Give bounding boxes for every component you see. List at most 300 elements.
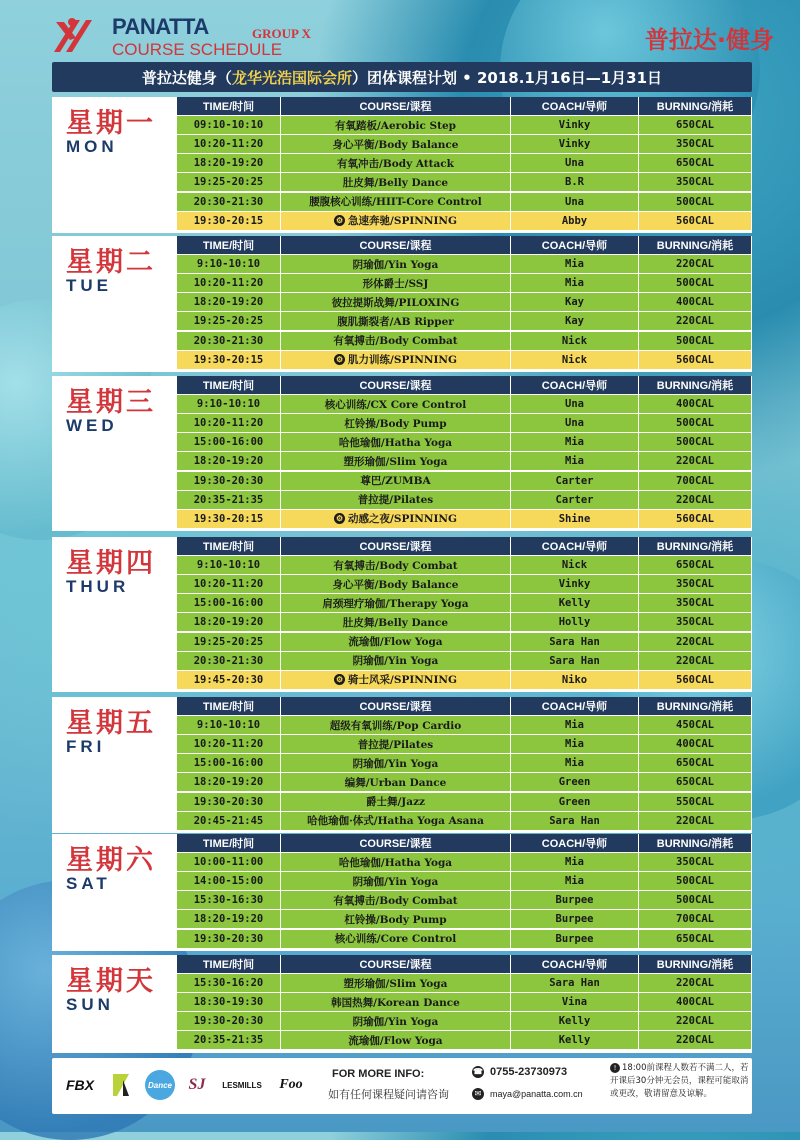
day-block-tue xyxy=(52,236,752,372)
column-header-course: COURSE/课程 xyxy=(281,537,511,556)
course-name: 核心训练/CX Core Control xyxy=(324,398,467,411)
course-name: 阴瑜伽/Yin Yoga xyxy=(352,875,439,888)
sj-logo: SJ xyxy=(188,1076,206,1093)
dance-logo: Dance xyxy=(144,1070,176,1100)
cell-coach: Una xyxy=(511,414,639,433)
cell-course xyxy=(281,1031,511,1050)
column-header-coach: COACH/导师 xyxy=(511,955,639,974)
cell-burning: 650CAL xyxy=(639,754,752,773)
day-block-mon xyxy=(52,97,752,233)
cell-coach: Abby xyxy=(511,212,639,231)
cell-course xyxy=(281,351,511,370)
course-name: 动感之夜/SPINNING xyxy=(348,513,457,526)
cell-time: 19:30-20:15 xyxy=(177,212,281,231)
cell-time: 10:00-11:00 xyxy=(177,853,281,872)
cell-course xyxy=(281,613,511,632)
cell-time: 20:30-21:30 xyxy=(177,652,281,671)
cell-burning: 220CAL xyxy=(639,452,752,471)
table-row xyxy=(177,735,752,754)
cell-course xyxy=(281,974,511,993)
cell-course xyxy=(281,135,511,154)
spinning-row xyxy=(177,671,752,690)
course-name: 阴瑜伽/Yin Yoga xyxy=(352,1015,439,1028)
cell-burning: 350CAL xyxy=(639,135,752,154)
cell-coach: Shine xyxy=(511,510,639,529)
column-header-course: COURSE/课程 xyxy=(281,834,511,853)
cell-time: 20:30-21:30 xyxy=(177,193,281,212)
table-row xyxy=(177,1031,752,1050)
cell-coach: Burpee xyxy=(511,930,639,949)
cell-coach: B.R xyxy=(511,173,639,192)
day-name-cn: 星期五 xyxy=(66,708,156,739)
column-header-coach: COACH/导师 xyxy=(511,236,639,255)
course-name: 有氧搏击/Body Combat xyxy=(333,894,458,907)
header xyxy=(0,0,800,64)
cell-coach: Mia xyxy=(511,872,639,891)
phone-number: 0755-23730973 xyxy=(490,1066,568,1078)
phone-contact[interactable] xyxy=(472,1066,567,1078)
cell-time: 20:35-21:35 xyxy=(177,491,281,510)
cell-burning: 400CAL xyxy=(639,993,752,1012)
cell-coach: Kelly xyxy=(511,1031,639,1050)
cell-course xyxy=(281,652,511,671)
day-name-en: TUE xyxy=(66,276,112,295)
cell-time: 19:30-20:30 xyxy=(177,793,281,812)
cell-time: 18:20-19:20 xyxy=(177,910,281,929)
table-row xyxy=(177,154,752,173)
course-name: 阴瑜伽/Yin Yoga xyxy=(352,655,439,668)
cell-burning: 500CAL xyxy=(639,274,752,293)
course-name: 形体爵士/SSJ xyxy=(362,277,429,290)
cell-coach: Nick xyxy=(511,332,639,351)
course-name: 塑形瑜伽/Slim Yoga xyxy=(343,977,448,990)
table-row xyxy=(177,716,752,735)
day-name-en: SAT xyxy=(66,874,111,893)
cell-time: 15:30-16:30 xyxy=(177,891,281,910)
cell-coach: Carter xyxy=(511,472,639,491)
cell-time: 18:20-19:20 xyxy=(177,452,281,471)
cell-course xyxy=(281,793,511,812)
cell-course xyxy=(281,910,511,929)
table-row xyxy=(177,930,752,949)
cell-course xyxy=(281,255,511,274)
column-header-course: COURSE/课程 xyxy=(281,236,511,255)
cell-course xyxy=(281,452,511,471)
table-header-row xyxy=(177,834,752,853)
cell-burning: 700CAL xyxy=(639,910,752,929)
course-name: 普拉提/Pilates xyxy=(357,494,434,507)
cell-burning: 350CAL xyxy=(639,853,752,872)
cell-burning: 220CAL xyxy=(639,1012,752,1031)
column-header-burning: BURNING/消耗 xyxy=(639,955,752,974)
column-header-burning: BURNING/消耗 xyxy=(639,834,752,853)
day-block-sat xyxy=(52,834,752,951)
cell-time: 19:30-20:15 xyxy=(177,351,281,370)
cell-time: 19:45-20:30 xyxy=(177,671,281,690)
table-row xyxy=(177,293,752,312)
table-row xyxy=(177,812,752,831)
cell-burning: 650CAL xyxy=(639,930,752,949)
column-header-burning: BURNING/消耗 xyxy=(639,697,752,716)
table-row xyxy=(177,613,752,632)
cell-burning: 650CAL xyxy=(639,154,752,173)
cell-coach: Kelly xyxy=(511,594,639,613)
panatta-logo-icon xyxy=(50,14,96,56)
column-header-time: TIME/时间 xyxy=(177,97,281,116)
day-name-en: WED xyxy=(66,416,118,435)
course-name: 流瑜伽/Flow Yoga xyxy=(348,636,443,649)
cell-course xyxy=(281,116,511,135)
cell-course xyxy=(281,716,511,735)
table-header-row xyxy=(177,376,752,395)
day-block-thur xyxy=(52,537,752,692)
cell-course xyxy=(281,633,511,652)
course-name: 哈他瑜伽/Hatha Yoga xyxy=(338,856,453,869)
cell-course xyxy=(281,154,511,173)
cell-coach: Burpee xyxy=(511,891,639,910)
cell-coach: Green xyxy=(511,793,639,812)
course-name: 身心平衡/Body Balance xyxy=(332,578,459,591)
course-name: 爵士舞/Jazz xyxy=(365,796,426,809)
table-row xyxy=(177,135,752,154)
table-row xyxy=(177,312,752,331)
cell-time: 19:30-20:30 xyxy=(177,1012,281,1031)
table-row xyxy=(177,173,752,192)
zumba-logo xyxy=(108,1070,134,1100)
table-row xyxy=(177,974,752,993)
cell-burning: 500CAL xyxy=(639,433,752,452)
cell-burning: 400CAL xyxy=(639,293,752,312)
foo-logo: Foo xyxy=(279,1077,303,1092)
cell-coach: Sara Han xyxy=(511,812,639,831)
table-row xyxy=(177,773,752,792)
cell-burning: 220CAL xyxy=(639,255,752,274)
course-name: 阴瑜伽/Yin Yoga xyxy=(352,757,439,770)
cell-course xyxy=(281,293,511,312)
cell-burning: 350CAL xyxy=(639,594,752,613)
column-header-time: TIME/时间 xyxy=(177,834,281,853)
column-header-burning: BURNING/消耗 xyxy=(639,537,752,556)
course-name: 杠铃操/Body Pump xyxy=(344,417,447,430)
cell-burning: 560CAL xyxy=(639,212,752,231)
course-name: 哈他瑜伽·体式/Hatha Yoga Asana xyxy=(307,815,484,828)
cell-burning: 350CAL xyxy=(639,613,752,632)
course-name: 核心训练/Core Control xyxy=(334,933,457,946)
course-name: 肩颈理疗瑜伽/Therapy Yoga xyxy=(322,597,469,610)
cell-coach: Sara Han xyxy=(511,652,639,671)
cell-course xyxy=(281,332,511,351)
cell-course xyxy=(281,556,511,575)
cell-burning: 560CAL xyxy=(639,510,752,529)
cell-course xyxy=(281,433,511,452)
cell-time: 9:10-10:10 xyxy=(177,556,281,575)
footer xyxy=(52,1058,752,1114)
course-name: 超级有氧训练/Pop Cardio xyxy=(329,719,462,732)
cell-burning: 560CAL xyxy=(639,671,752,690)
table-row xyxy=(177,652,752,671)
cell-course xyxy=(281,872,511,891)
cell-course xyxy=(281,754,511,773)
cell-burning: 700CAL xyxy=(639,472,752,491)
course-name: 塑形瑜伽/Slim Yoga xyxy=(343,455,448,468)
cell-burning: 650CAL xyxy=(639,773,752,792)
cell-time: 10:20-11:20 xyxy=(177,735,281,754)
group-x-label: GROUP X xyxy=(252,26,311,41)
column-header-burning: BURNING/消耗 xyxy=(639,236,752,255)
cell-burning: 560CAL xyxy=(639,351,752,370)
cell-course xyxy=(281,312,511,331)
cell-coach: Kelly xyxy=(511,1012,639,1031)
cell-time: 20:35-21:35 xyxy=(177,1031,281,1050)
course-schedule-label: COURSE SCHEDULE xyxy=(112,40,283,59)
column-header-time: TIME/时间 xyxy=(177,697,281,716)
table-header-row xyxy=(177,97,752,116)
spinning-row xyxy=(177,351,752,370)
cell-time: 15:00-16:00 xyxy=(177,594,281,613)
cell-course xyxy=(281,212,511,231)
column-header-course: COURSE/课程 xyxy=(281,955,511,974)
column-header-time: TIME/时间 xyxy=(177,376,281,395)
column-header-course: COURSE/课程 xyxy=(281,697,511,716)
table-row xyxy=(177,332,752,351)
notice xyxy=(610,1062,750,1101)
cell-coach: Carter xyxy=(511,491,639,510)
cell-time: 18:20-19:20 xyxy=(177,293,281,312)
cell-time: 20:45-21:45 xyxy=(177,812,281,831)
cell-coach: Mia xyxy=(511,754,639,773)
cycling-icon: ⚙ xyxy=(335,215,344,226)
spinning-row xyxy=(177,510,752,529)
table-row xyxy=(177,472,752,491)
course-name: 彼拉提斯战舞/PILOXING xyxy=(331,296,460,309)
column-header-coach: COACH/导师 xyxy=(511,537,639,556)
course-name: 身心平衡/Body Balance xyxy=(332,138,459,151)
course-name: 普拉提/Pilates xyxy=(357,738,434,751)
cell-coach: Vinky xyxy=(511,116,639,135)
cell-coach: Vinky xyxy=(511,575,639,594)
table-row xyxy=(177,910,752,929)
day-name-cn: 星期六 xyxy=(66,845,156,876)
table-header-row xyxy=(177,697,752,716)
mail-icon: ✉ xyxy=(472,1088,484,1100)
cell-time: 19:25-20:25 xyxy=(177,312,281,331)
cell-time: 10:20-11:20 xyxy=(177,274,281,293)
course-name: 肚皮舞/Belly Dance xyxy=(342,176,449,189)
cell-burning: 220CAL xyxy=(639,652,752,671)
day-name-cn: 星期天 xyxy=(66,966,156,997)
cell-coach: Una xyxy=(511,193,639,212)
course-name: 有氧搏击/Body Combat xyxy=(333,559,458,572)
table-row xyxy=(177,556,752,575)
table-row xyxy=(177,193,752,212)
cell-coach: Mia xyxy=(511,274,639,293)
table-row xyxy=(177,633,752,652)
course-name: 编舞/Urban Dance xyxy=(344,776,447,789)
more-info-title: FOR MORE INFO: xyxy=(332,1068,425,1080)
cell-time: 18:20-19:20 xyxy=(177,773,281,792)
cell-burning: 500CAL xyxy=(639,891,752,910)
table-row xyxy=(177,274,752,293)
table-row xyxy=(177,1012,752,1031)
cell-burning: 220CAL xyxy=(639,812,752,831)
table-row xyxy=(177,414,752,433)
cell-time: 9:10-10:10 xyxy=(177,255,281,274)
course-name: 肚皮舞/Belly Dance xyxy=(342,616,449,629)
day-block-fri xyxy=(52,697,752,833)
cell-course xyxy=(281,491,511,510)
day-name-en: FRI xyxy=(66,737,106,756)
cell-course xyxy=(281,930,511,949)
cell-time: 10:20-11:20 xyxy=(177,135,281,154)
cycling-icon: ⚙ xyxy=(335,674,344,685)
cell-time: 09:10-10:10 xyxy=(177,116,281,135)
cell-burning: 500CAL xyxy=(639,332,752,351)
cell-course xyxy=(281,993,511,1012)
day-name-cn: 星期四 xyxy=(66,548,156,579)
cell-burning: 500CAL xyxy=(639,872,752,891)
cell-course xyxy=(281,274,511,293)
cell-time: 15:00-16:00 xyxy=(177,754,281,773)
cell-burning: 550CAL xyxy=(639,793,752,812)
cell-coach: Vinky xyxy=(511,135,639,154)
cell-coach: Kay xyxy=(511,293,639,312)
table-row xyxy=(177,754,752,773)
course-name: 腰腹核心训练/HIIT-Core Control xyxy=(309,196,482,209)
table-row xyxy=(177,255,752,274)
column-header-coach: COACH/导师 xyxy=(511,97,639,116)
cell-burning: 220CAL xyxy=(639,633,752,652)
cell-coach: Sara Han xyxy=(511,633,639,652)
cell-burning: 350CAL xyxy=(639,575,752,594)
cell-coach: Nick xyxy=(511,556,639,575)
cell-time: 9:10-10:10 xyxy=(177,395,281,414)
table-header-row xyxy=(177,236,752,255)
cell-time: 18:20-19:20 xyxy=(177,154,281,173)
notice-text: 18:00前课程人数若不满二人，若开课后30分钟无会员，课程可能取消或更改，敬请留意及谅解。 xyxy=(610,1063,749,1099)
more-info-subtitle: 如有任何课程疑问请咨询 xyxy=(328,1088,449,1101)
cell-time: 10:20-11:20 xyxy=(177,414,281,433)
cell-burning: 350CAL xyxy=(639,173,752,192)
cell-burning: 500CAL xyxy=(639,193,752,212)
cell-coach: Holly xyxy=(511,613,639,632)
cell-coach: Niko xyxy=(511,671,639,690)
table-row xyxy=(177,872,752,891)
day-name-cn: 星期二 xyxy=(66,247,156,278)
cell-burning: 650CAL xyxy=(639,116,752,135)
cell-coach: Sara Han xyxy=(511,974,639,993)
day-name-en: THUR xyxy=(66,577,130,596)
course-name: 急速奔驰/SPINNING xyxy=(348,215,457,228)
brand-name: PANATTA xyxy=(112,14,209,39)
table-row xyxy=(177,433,752,452)
email-contact[interactable] xyxy=(472,1088,583,1100)
cell-coach: Mia xyxy=(511,735,639,754)
cell-time: 15:00-16:00 xyxy=(177,433,281,452)
cell-time: 10:20-11:20 xyxy=(177,575,281,594)
cell-coach: Una xyxy=(511,395,639,414)
course-name: 肌力训练/SPINNING xyxy=(348,354,457,367)
table-row xyxy=(177,993,752,1012)
column-header-time: TIME/时间 xyxy=(177,955,281,974)
table-row xyxy=(177,853,752,872)
cell-coach: Kay xyxy=(511,312,639,331)
table-row xyxy=(177,116,752,135)
cell-course xyxy=(281,812,511,831)
course-name: 杠铃操/Body Pump xyxy=(344,913,447,926)
cell-coach: Green xyxy=(511,773,639,792)
cell-time: 19:30-20:15 xyxy=(177,510,281,529)
course-name: 尊巴/ZUMBA xyxy=(360,475,431,488)
cell-course xyxy=(281,671,511,690)
cell-course xyxy=(281,735,511,754)
day-block-sun xyxy=(52,955,752,1053)
course-name: 腹肌撕裂者/AB Ripper xyxy=(337,315,454,328)
column-header-course: COURSE/课程 xyxy=(281,376,511,395)
day-name-en: MON xyxy=(66,137,118,156)
cell-coach: Mia xyxy=(511,853,639,872)
cell-burning: 500CAL xyxy=(639,414,752,433)
cell-time: 9:10-10:10 xyxy=(177,716,281,735)
schedule-title-bar xyxy=(52,62,752,92)
column-header-time: TIME/时间 xyxy=(177,537,281,556)
column-header-burning: BURNING/消耗 xyxy=(639,97,752,116)
course-name: 流瑜伽/Flow Yoga xyxy=(348,1034,443,1047)
cell-course xyxy=(281,193,511,212)
cell-coach: Mia xyxy=(511,452,639,471)
cycling-icon: ⚙ xyxy=(335,354,344,365)
table-header-row xyxy=(177,537,752,556)
cell-time: 19:30-20:30 xyxy=(177,472,281,491)
cell-burning: 220CAL xyxy=(639,974,752,993)
cell-time: 19:30-20:30 xyxy=(177,930,281,949)
course-name: 阴瑜伽/Yin Yoga xyxy=(352,258,439,271)
table-row xyxy=(177,395,752,414)
table-row xyxy=(177,452,752,471)
fbx-logo: FBX xyxy=(66,1077,94,1093)
cell-burning: 650CAL xyxy=(639,556,752,575)
title-suffix: ）团体课程计划 • 2018.1月16日—1月31日 xyxy=(351,68,663,87)
phone-icon: ☎ xyxy=(473,1067,483,1076)
cell-course xyxy=(281,853,511,872)
cell-coach: Nick xyxy=(511,351,639,370)
cell-course xyxy=(281,773,511,792)
cell-course xyxy=(281,395,511,414)
table-header-row xyxy=(177,955,752,974)
cell-course xyxy=(281,472,511,491)
email-address: maya@panatta.com.cn xyxy=(490,1089,583,1099)
course-name: 韩国热舞/Korean Dance xyxy=(331,996,460,1009)
course-name: 骑士风采/SPINNING xyxy=(348,674,457,687)
column-header-coach: COACH/导师 xyxy=(511,376,639,395)
cell-coach: Burpee xyxy=(511,910,639,929)
course-name: 有氧冲击/Body Attack xyxy=(337,157,454,170)
column-header-coach: COACH/导师 xyxy=(511,834,639,853)
cell-burning: 400CAL xyxy=(639,395,752,414)
cell-time: 14:00-15:00 xyxy=(177,872,281,891)
column-header-coach: COACH/导师 xyxy=(511,697,639,716)
cell-time: 19:25-20:25 xyxy=(177,633,281,652)
day-block-wed xyxy=(52,376,752,531)
cell-time: 15:30-16:20 xyxy=(177,974,281,993)
cell-course xyxy=(281,414,511,433)
title-location: 龙华光浩国际会所 xyxy=(231,68,352,87)
alert-icon: ! xyxy=(610,1063,620,1073)
cell-course xyxy=(281,891,511,910)
cell-course xyxy=(281,594,511,613)
course-name: 哈他瑜伽/Hatha Yoga xyxy=(338,436,453,449)
title-prefix: 普拉达健身（ xyxy=(141,68,232,87)
course-name: 有氧踏板/Aerobic Step xyxy=(334,119,457,132)
